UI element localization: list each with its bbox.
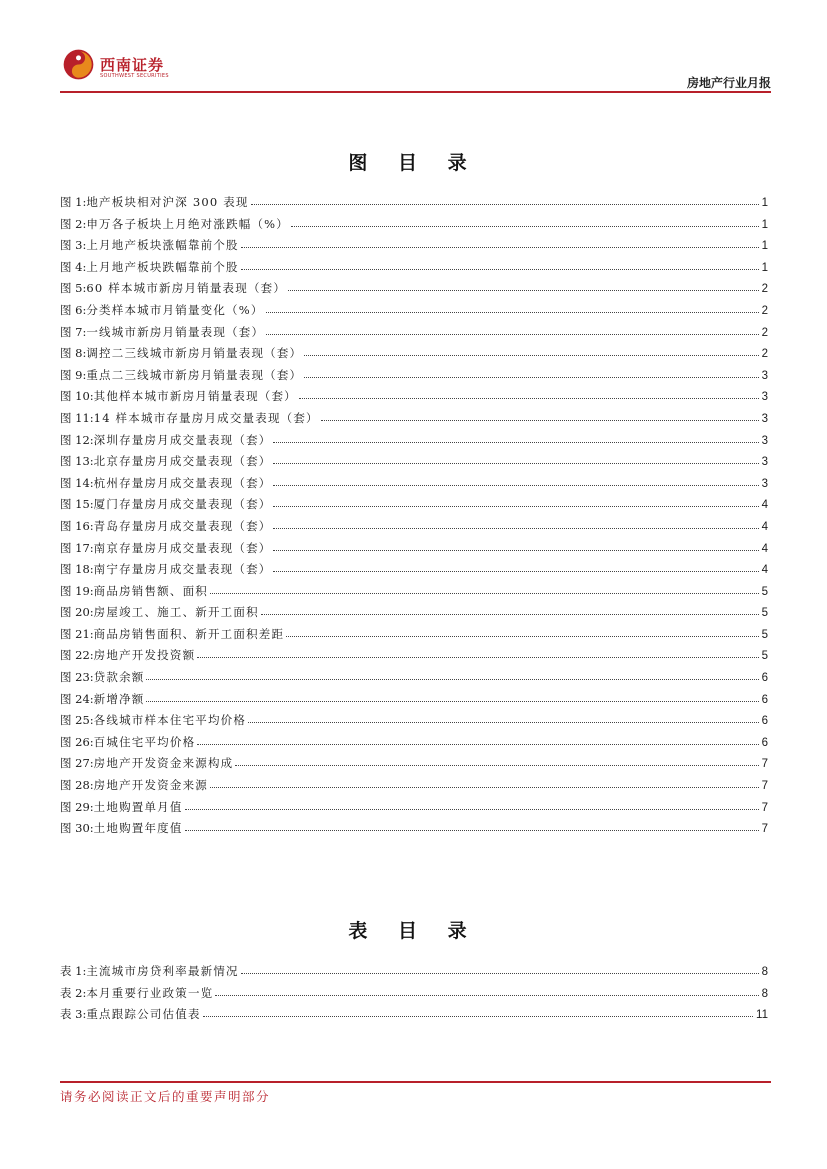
figure-entry-number: 图 16: <box>60 518 94 533</box>
table-entry-label: 本月重要行业政策一览 <box>86 985 214 1000</box>
figure-entry[interactable] <box>60 818 768 840</box>
figure-entry-page: 2 <box>761 304 768 317</box>
figure-entry-number: 图 24: <box>60 691 94 706</box>
figure-entry-label: 14 样本城市存量房月成交量表现（套） <box>93 410 319 425</box>
figure-entry-label: 60 样本城市新房月销量表现（套） <box>86 281 287 296</box>
header-divider <box>60 91 771 93</box>
dot-leader <box>241 268 759 270</box>
figure-entry-label: 各线城市样本住宅平均价格 <box>93 713 247 728</box>
figure-entry-page: 6 <box>761 736 768 749</box>
figure-entry[interactable] <box>60 451 768 473</box>
dot-leader <box>273 441 758 443</box>
figure-entry-label: 地产板块相对沪深 300 表现 <box>86 195 249 209</box>
dot-leader <box>299 397 759 399</box>
figure-entry-label: 商品房销售额、面积 <box>93 583 208 598</box>
dot-leader <box>146 678 758 680</box>
figure-entry-label: 房地产开发资金来源构成 <box>93 756 234 771</box>
figure-entry[interactable] <box>60 192 768 214</box>
dot-leader <box>304 354 758 356</box>
figure-entry-page: 1 <box>761 218 768 231</box>
figure-entry-number: 图 27: <box>60 756 94 771</box>
logo-emblem-icon <box>62 48 95 81</box>
table-entry-page: 8 <box>761 987 768 1000</box>
footer-disclaimer: 请务必阅读正文后的重要声明部分 <box>60 1089 271 1104</box>
dot-leader <box>266 333 758 335</box>
figure-entry[interactable] <box>60 516 768 538</box>
figure-entry-label: 申万各子板块上月绝对涨跌幅（%） <box>86 216 289 231</box>
figure-entry-page: 3 <box>761 369 768 382</box>
footer-divider <box>60 1081 771 1083</box>
figure-entry[interactable] <box>60 343 768 365</box>
figure-entry-number: 图 25: <box>60 713 94 728</box>
dot-leader <box>273 484 758 486</box>
dot-leader <box>291 225 759 227</box>
figure-entry-page: 3 <box>761 434 768 447</box>
figure-entry-label: 上月地产板块跌幅靠前个股 <box>86 259 239 274</box>
table-entry-label: 重点跟踪公司估值表 <box>86 1007 201 1022</box>
figure-entry-label: 一线城市新房月销量表现（套） <box>86 324 265 339</box>
figure-entry-number: 图 12: <box>60 432 94 447</box>
dot-leader <box>248 721 759 723</box>
figure-entry-label: 上月地产板块涨幅靠前个股 <box>86 238 239 253</box>
figure-entry[interactable] <box>60 365 768 387</box>
dot-leader <box>210 592 759 594</box>
figure-entry-number: 图 15: <box>60 497 94 512</box>
figure-entry-number: 图 8: <box>60 346 87 361</box>
figure-entry[interactable] <box>60 300 768 322</box>
figure-entry-number: 图 18: <box>60 562 94 577</box>
figure-entry-page: 5 <box>761 650 768 663</box>
figure-entry-number: 图 14: <box>60 475 94 490</box>
figure-entry-label: 青岛存量房月成交量表现（套） <box>93 518 272 533</box>
figure-entry-page: 4 <box>761 564 768 577</box>
logo-text-en: SOUTHWEST SECURITIES <box>100 73 169 79</box>
figure-entry[interactable] <box>60 732 768 754</box>
figure-entry-label: 南宁存量房月成交量表现（套） <box>93 562 272 577</box>
figures-toc-title: 图 目 录 <box>348 152 479 174</box>
table-entry[interactable] <box>60 983 768 1005</box>
figure-entry-number: 图 28: <box>60 778 94 793</box>
figure-entry-label: 厦门存量房月成交量表现（套） <box>93 497 272 512</box>
figure-entry-page: 2 <box>761 348 768 361</box>
figure-entry-label: 新增净额 <box>93 691 145 706</box>
figure-entry-label: 商品房销售面积、新开工面积差距 <box>93 626 285 641</box>
figure-entry-page: 1 <box>761 197 768 209</box>
dot-leader <box>215 994 758 996</box>
figure-entry[interactable] <box>60 624 768 646</box>
figure-entry-page: 3 <box>761 412 768 425</box>
table-entry-label: 主流城市房贷利率最新情况 <box>86 964 239 978</box>
table-entry[interactable] <box>60 961 768 983</box>
figure-entry-page: 3 <box>761 456 768 469</box>
figure-entry-page: 7 <box>761 780 768 793</box>
figure-entry-label: 调控二三线城市新房月销量表现（套） <box>86 346 303 361</box>
figure-entry[interactable] <box>60 408 768 430</box>
table-entry-page: 8 <box>761 966 768 978</box>
figure-entry-page: 4 <box>761 499 768 512</box>
dot-leader <box>273 462 758 464</box>
figure-entry[interactable] <box>60 710 768 732</box>
figure-entry[interactable] <box>60 538 768 560</box>
figure-entry[interactable] <box>60 322 768 344</box>
figure-entry-label: 杭州存量房月成交量表现（套） <box>93 475 272 490</box>
figure-entry[interactable] <box>60 214 768 236</box>
logo-text-cn: 西南证券 <box>100 56 165 74</box>
figure-entry-page: 3 <box>761 477 768 490</box>
figure-entry-number: 图 19: <box>60 583 94 598</box>
figure-entry[interactable] <box>60 386 768 408</box>
dot-leader <box>273 527 758 529</box>
figure-entry-number: 图 29: <box>60 799 94 814</box>
report-type: 房地产行业月报 <box>686 76 771 90</box>
dot-leader <box>273 549 758 551</box>
figure-entry[interactable] <box>60 775 768 797</box>
dot-leader <box>304 376 758 378</box>
figure-entry-label: 北京存量房月成交量表现（套） <box>93 454 272 469</box>
figure-entry-page: 3 <box>761 391 768 404</box>
figure-entry-page: 2 <box>761 326 768 339</box>
figure-entry-label: 土地购置单月值 <box>93 799 183 814</box>
dot-leader <box>266 311 759 313</box>
figure-entry[interactable] <box>60 753 768 775</box>
figure-entry[interactable] <box>60 602 768 624</box>
dot-leader <box>235 764 758 766</box>
figure-entry[interactable] <box>60 494 768 516</box>
figure-entry-number: 图 10: <box>60 389 94 404</box>
dot-leader <box>197 656 758 658</box>
figure-entry[interactable] <box>60 645 768 667</box>
figure-entry-label: 深圳存量房月成交量表现（套） <box>93 432 272 447</box>
figure-entry-number: 图 20: <box>60 605 94 620</box>
figure-entry-number: 图 17: <box>60 540 94 555</box>
figure-entry[interactable] <box>60 581 768 603</box>
figure-entry-page: 4 <box>761 520 768 533</box>
dot-leader <box>261 613 759 615</box>
figure-entry-number: 图 4: <box>60 259 87 274</box>
figure-entry-page: 7 <box>761 801 768 814</box>
figure-entry[interactable] <box>60 689 768 711</box>
figure-entry-number: 图 2: <box>60 216 87 231</box>
figure-entry-number: 图 1: <box>60 195 87 209</box>
figure-entry-label: 其他样本城市新房月销量表现（套） <box>93 389 297 404</box>
figure-entry-page: 5 <box>761 585 768 598</box>
figure-entry-number: 图 5: <box>60 281 87 296</box>
figure-entry-page: 6 <box>761 672 768 685</box>
figure-entry[interactable] <box>60 559 768 581</box>
figure-entry-page: 6 <box>761 715 768 728</box>
figure-entry-number: 图 13: <box>60 454 94 469</box>
figure-entry-label: 房地产开发投资额 <box>93 648 196 663</box>
dot-leader <box>273 505 758 507</box>
figure-entry-page: 7 <box>761 823 768 836</box>
figure-entry-number: 图 9: <box>60 367 87 382</box>
table-entry-number: 表 1: <box>60 964 87 978</box>
dot-leader <box>197 743 758 745</box>
figure-entry-number: 图 23: <box>60 670 94 685</box>
dot-leader <box>185 829 759 831</box>
figure-entry-page: 2 <box>761 283 768 296</box>
figure-entry[interactable] <box>60 797 768 819</box>
table-entry[interactable] <box>60 1004 768 1026</box>
figure-entry-number: 图 6: <box>60 302 87 317</box>
figure-entry-label: 房屋竣工、施工、新开工面积 <box>93 605 259 620</box>
tables-toc-title: 表 目 录 <box>348 920 479 942</box>
dot-leader <box>210 786 759 788</box>
figure-entry[interactable] <box>60 257 768 279</box>
figure-entry[interactable] <box>60 667 768 689</box>
figure-entry-label: 房地产开发资金来源 <box>93 778 208 793</box>
figures-toc <box>60 192 768 840</box>
figure-entry-page: 5 <box>761 628 768 641</box>
figure-entry-number: 图 21: <box>60 626 94 641</box>
figure-entry-number: 图 22: <box>60 648 94 663</box>
table-entry-number: 表 2: <box>60 985 87 1000</box>
figure-entry[interactable] <box>60 235 768 257</box>
tables-toc <box>60 961 768 1026</box>
dot-leader <box>203 1015 753 1017</box>
figure-entry[interactable] <box>60 278 768 300</box>
dot-leader <box>241 246 759 248</box>
figure-entry-page: 1 <box>761 240 768 253</box>
dot-leader <box>288 289 759 291</box>
figure-entry-page: 5 <box>761 607 768 620</box>
figure-entry-number: 图 26: <box>60 734 94 749</box>
figure-entry-label: 分类样本城市月销量变化（%） <box>86 302 264 317</box>
figure-entry-number: 图 3: <box>60 238 87 253</box>
dot-leader <box>185 808 759 810</box>
figure-entry-number: 图 30: <box>60 821 94 836</box>
dot-leader <box>321 419 759 421</box>
figure-entry-page: 1 <box>761 261 768 274</box>
figure-entry-label: 百城住宅平均价格 <box>93 734 196 749</box>
figure-entry-label: 重点二三线城市新房月销量表现（套） <box>86 367 303 382</box>
dot-leader <box>146 700 758 702</box>
figure-entry-label: 土地购置年度值 <box>93 821 183 836</box>
figure-entry-page: 7 <box>761 758 768 771</box>
dot-leader <box>241 972 759 974</box>
company-logo <box>60 46 180 86</box>
figure-entry-page: 6 <box>761 693 768 706</box>
table-entry-number: 表 3: <box>60 1007 87 1022</box>
figure-entry[interactable] <box>60 430 768 452</box>
figure-entry-page: 4 <box>761 542 768 555</box>
dot-leader <box>273 570 758 572</box>
dot-leader <box>251 203 759 205</box>
table-entry-page: 11 <box>756 1009 768 1022</box>
figure-entry-label: 南京存量房月成交量表现（套） <box>93 540 272 555</box>
figure-entry-number: 图 11: <box>60 410 94 425</box>
figure-entry-label: 贷款余额 <box>93 670 145 685</box>
page-header <box>60 46 771 92</box>
figure-entry-number: 图 7: <box>60 324 87 339</box>
dot-leader <box>286 635 758 637</box>
figure-entry[interactable] <box>60 473 768 495</box>
